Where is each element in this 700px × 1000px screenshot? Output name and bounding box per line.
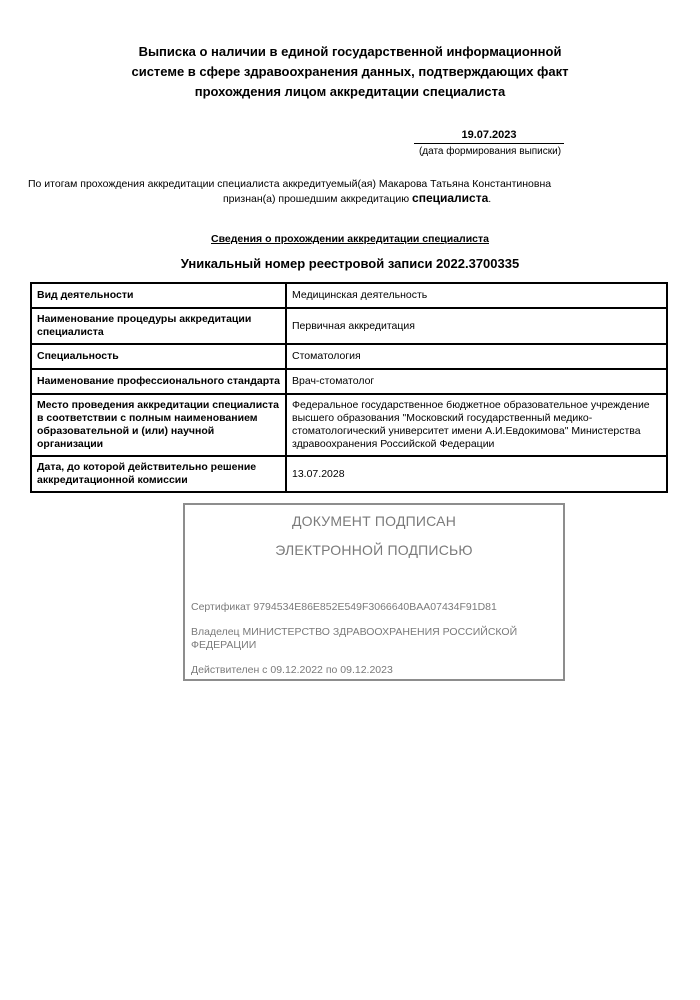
extract-date-block xyxy=(410,128,570,159)
row-label: Вид деятельности xyxy=(31,283,286,308)
document-title xyxy=(60,42,640,102)
intro-line-2-suffix: . xyxy=(488,193,492,205)
intro-specialist-word: специалиста xyxy=(412,191,489,205)
registry-number: Уникальный номер реестровой записи 2022.3700335 xyxy=(180,256,520,271)
row-value: Федеральное государственное бюджетное образовательное учреждение высшего образования "Московский государственный медико-стоматологический университет имени А.И.Евдокимова" Министерства здравоохранения Российской Федерации xyxy=(286,394,667,456)
table-row xyxy=(31,394,667,456)
stamp-heading-line-2: ЭЛЕКТРОННОЙ ПОДПИСЬЮ xyxy=(275,542,473,558)
section-heading xyxy=(0,233,700,245)
table-row xyxy=(31,344,667,369)
stamp-validity: Действителен с 09.12.2022 по 09.12.2023 xyxy=(191,664,393,676)
title-line: Выписка о наличии в единой государственной информационной xyxy=(138,44,562,59)
table-row xyxy=(31,308,667,344)
stamp-certificate: Сертификат 9794534E86E852E549F3066640BAA07434F91D81 xyxy=(191,601,497,613)
stamp-heading-line-1: ДОКУМЕНТ ПОДПИСАН xyxy=(291,513,457,529)
extract-date-caption: (дата формирования выписки) xyxy=(418,146,562,157)
intro-line-2-prefix: признан(а) прошедшим аккредитацию xyxy=(223,193,413,205)
intro-paragraph xyxy=(28,177,588,206)
stamp-owner: Владелец МИНИСТЕРСТВО ЗДРАВООХРАНЕНИЯ РОССИЙСКОЙ ФЕДЕРАЦИИ xyxy=(191,626,518,651)
row-label: Дата, до которой действительно решение аккредитационной комиссии xyxy=(31,456,286,492)
row-value: Первичная аккредитация xyxy=(286,308,667,344)
row-value: Медицинская деятельность xyxy=(286,283,667,308)
row-label: Наименование процедуры аккредитации специалиста xyxy=(31,308,286,344)
title-line: прохождения лицом аккредитации специалиста xyxy=(194,84,506,99)
extract-date: 19.07.2023 xyxy=(414,128,564,144)
row-value: Врач-стоматолог xyxy=(286,369,667,394)
table-row xyxy=(31,456,667,492)
row-label: Специальность xyxy=(31,344,286,369)
row-label: Место проведения аккредитации специалиста в соответствии с полным наименованием образовательной и (или) научной организации xyxy=(31,394,286,456)
row-value: Стоматология xyxy=(286,344,667,369)
accreditation-table xyxy=(30,282,668,493)
intro-line-1: По итогам прохождения аккредитации специалиста аккредитуемый(ая) Макарова Татьяна Константиновна xyxy=(28,178,552,190)
title-line: системе в сфере здравоохранения данных, подтверждающих факт xyxy=(131,64,569,79)
intro-line-2 xyxy=(28,191,588,206)
table-row xyxy=(31,369,667,394)
section-heading-text: Сведения о прохождении аккредитации специалиста xyxy=(211,233,489,245)
row-value: 13.07.2028 xyxy=(286,456,667,492)
row-label: Наименование профессионального стандарта xyxy=(31,369,286,394)
electronic-signature-stamp xyxy=(183,503,565,681)
table-row xyxy=(31,283,667,308)
